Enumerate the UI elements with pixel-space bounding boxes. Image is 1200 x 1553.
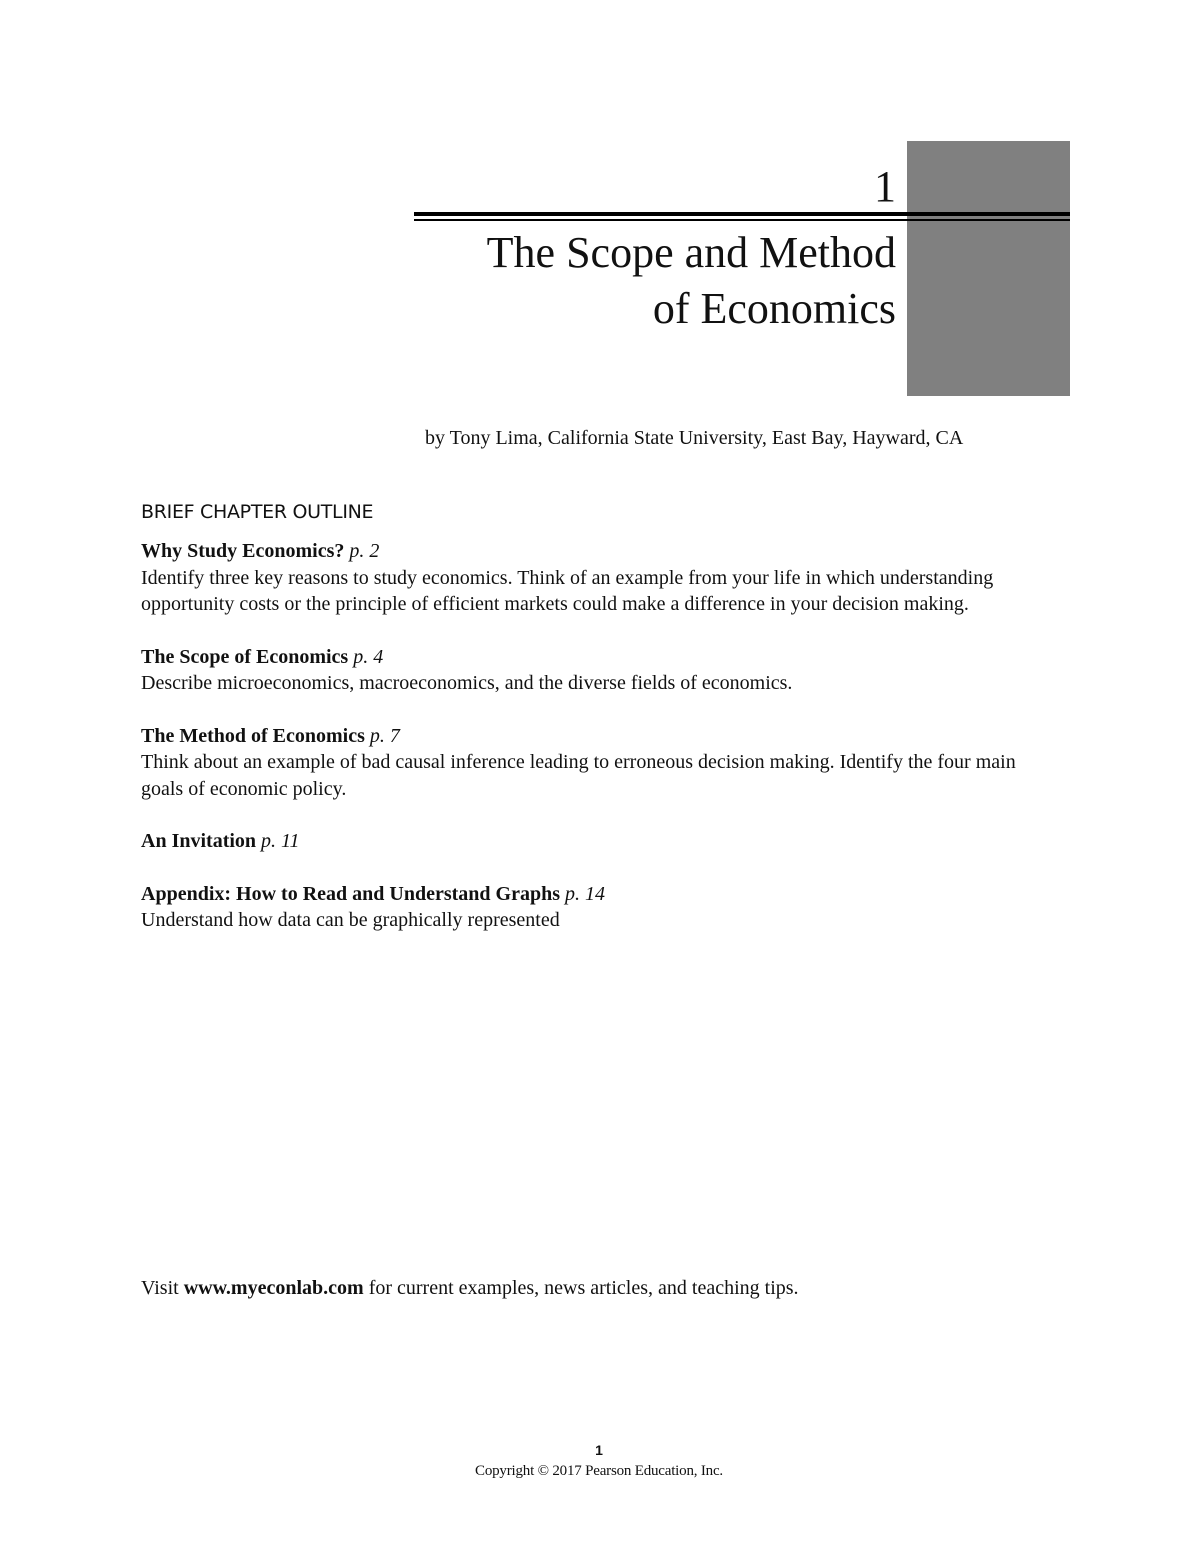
visit-link[interactable]: www.myeconlab.com	[183, 1277, 364, 1299]
section-name: The Method of Economics	[141, 724, 365, 747]
section-title	[141, 881, 1061, 908]
visit-note	[141, 1274, 799, 1302]
outline-section	[141, 828, 1061, 855]
section-name: Why Study Economics?	[141, 540, 345, 562]
outline-heading: BRIEF CHAPTER OUTLINE	[141, 501, 374, 523]
outline-section	[141, 881, 1061, 934]
section-page: p. 7	[369, 724, 400, 747]
section-description: Describe microeconomics, macroeconomics, and the diverse fields of economics.	[141, 672, 793, 694]
section-page: p. 14	[564, 882, 605, 905]
section-name: An Invitation	[141, 830, 257, 852]
chapter-title-line-1: The Scope and Method	[486, 228, 896, 277]
section-title	[141, 723, 1061, 750]
section-name: The Scope of Economics	[141, 645, 349, 668]
visit-suffix: for current examples, news articles, and teaching tips.	[363, 1277, 799, 1299]
chapter-rule-thick	[414, 212, 1070, 216]
chapter-number: 1	[874, 162, 896, 211]
page-number: 1	[595, 1442, 603, 1458]
chapter-title-line-2: of Economics	[652, 284, 896, 333]
chapter-rule-thin	[414, 219, 1070, 221]
chapter-outline	[141, 538, 1061, 960]
outline-section	[141, 723, 1061, 803]
section-description: Think about an example of bad causal inference leading to erroneous decision making. Identify the four main goals of economic policy.	[141, 751, 1016, 800]
outline-section	[141, 644, 1061, 697]
author-byline: by Tony Lima, California State University, East Bay, Hayward, CA	[425, 427, 964, 449]
visit-prefix: Visit	[141, 1277, 184, 1299]
section-title	[141, 644, 1061, 671]
section-page: p. 4	[353, 645, 384, 668]
chapter-tab-block	[907, 141, 1070, 396]
copyright-notice: Copyright © 2017 Pearson Education, Inc.	[475, 1463, 723, 1479]
section-title	[141, 538, 1061, 565]
section-page: p. 2	[349, 540, 380, 562]
page-footer	[0, 1440, 1198, 1482]
section-name: Appendix: How to Read and Understand Graphs	[141, 882, 560, 905]
section-page: p. 11	[261, 830, 300, 852]
section-description: Identify three key reasons to study economics. Think of an example from your life in which understanding opportunity costs or the principle of efficient markets could make a difference in your decision making.	[141, 566, 994, 615]
chapter-title	[416, 225, 896, 337]
outline-section	[141, 538, 1061, 618]
section-title	[141, 828, 1061, 855]
section-description: Understand how data can be graphically represented	[141, 909, 560, 931]
